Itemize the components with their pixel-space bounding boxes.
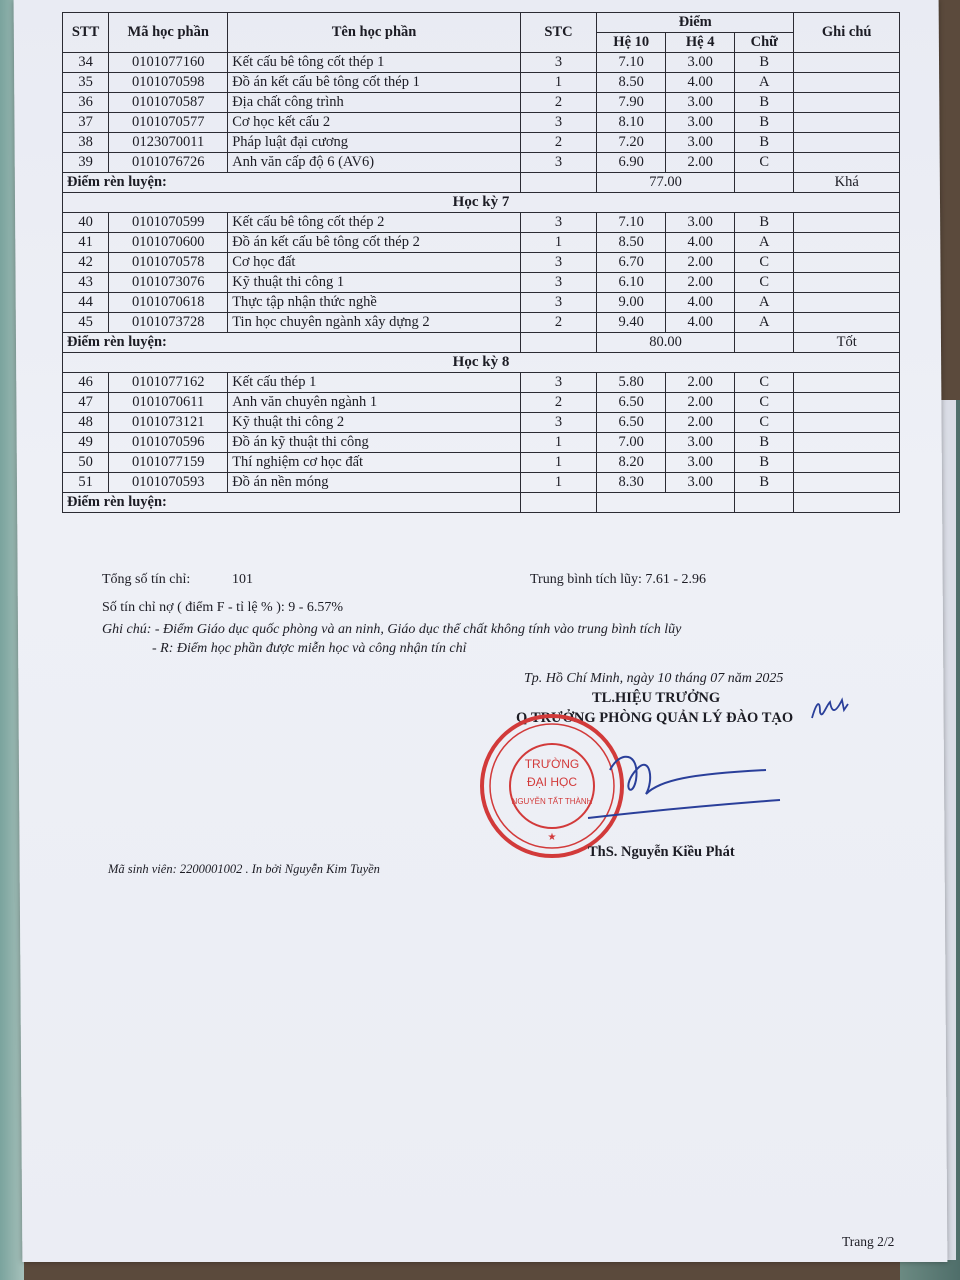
grades-table [62,12,900,513]
header-h10: Hệ 10 [597,33,666,53]
cell-stc: 3 [520,213,596,233]
table-row [63,293,900,313]
cell-name: Kết cấu bê tông cốt thép 2 [228,213,521,233]
total-credits-value: 101 [232,572,253,587]
cell-name: Đồ án kết cấu bê tông cốt thép 2 [228,233,521,253]
cell-chu: B [735,93,794,113]
cell-h4: 2.00 [666,153,735,173]
cell-code: 0101070593 [109,473,228,493]
table-row [63,253,900,273]
cell-h4: 2.00 [666,253,735,273]
cell-code: 0101073728 [109,313,228,333]
cell-h10: 8.20 [597,453,666,473]
table-row [63,373,900,393]
cell-note [794,413,900,433]
cell-stt: 45 [63,313,109,333]
cell-chu: C [735,273,794,293]
cell-stt: 47 [63,393,109,413]
cell-h10: 6.90 [597,153,666,173]
cell-stt: 38 [63,133,109,153]
table-row [63,313,900,333]
cell-name: Cơ học đất [228,253,521,273]
cell-note [794,313,900,333]
cell-note [794,113,900,133]
cell-name: Kết cấu thép 1 [228,373,521,393]
cell-code: 0101070598 [109,73,228,93]
cell-code: 0123070011 [109,133,228,153]
cell-name: Anh văn chuyên ngành 1 [228,393,521,413]
signer-name: ThS. Nguyễn Kiều Phát [588,844,735,860]
cell-stc: 3 [520,53,596,73]
cell-h4: 2.00 [666,373,735,393]
cell-code: 0101070618 [109,293,228,313]
conduct-spacer [735,493,794,513]
table-row [63,213,900,233]
cell-code: 0101070587 [109,93,228,113]
header-stc: STC [520,13,596,53]
table-row [63,53,900,73]
conduct-score: 77.00 [597,173,735,193]
cell-h4: 2.00 [666,393,735,413]
cell-h4: 3.00 [666,53,735,73]
conduct-score-row [63,333,900,353]
cell-note [794,93,900,113]
cell-stt: 46 [63,373,109,393]
cell-h4: 3.00 [666,453,735,473]
semester-7-header-title: Học kỳ 7 [63,193,900,213]
cell-h10: 8.50 [597,73,666,93]
conduct-spacer [520,173,596,193]
semester-7-header [63,193,900,213]
conduct-label: Điểm rèn luyện: [63,173,521,193]
table-row [63,473,900,493]
cell-stc: 3 [520,373,596,393]
header-note: Ghi chú [794,13,900,53]
cell-note [794,153,900,173]
cell-h4: 3.00 [666,433,735,453]
cell-name: Anh văn cấp độ 6 (AV6) [228,153,521,173]
cell-h4: 2.00 [666,273,735,293]
cell-h10: 6.70 [597,253,666,273]
cell-code: 0101070578 [109,253,228,273]
cell-code: 0101070599 [109,213,228,233]
cell-stt: 34 [63,53,109,73]
cell-h4: 4.00 [666,313,735,333]
cell-note [794,433,900,453]
cell-note [794,53,900,73]
conduct-spacer [520,333,596,353]
initial-mark [808,694,850,724]
conduct-spacer [520,493,596,513]
conduct-rank: Khá [794,173,900,193]
cell-note [794,373,900,393]
header-score: Điểm [597,13,794,33]
cell-h10: 5.80 [597,373,666,393]
cell-code: 0101070600 [109,233,228,253]
page-number: Trang 2/2 [842,1234,895,1249]
cell-stt: 49 [63,433,109,453]
cell-h10: 7.10 [597,213,666,233]
cell-code: 0101077162 [109,373,228,393]
cell-chu: C [735,413,794,433]
cell-note [794,213,900,233]
cell-name: Đồ án kỹ thuật thi công [228,433,521,453]
cell-note [794,233,900,253]
cell-stt: 40 [63,213,109,233]
cell-h10: 6.10 [597,273,666,293]
cell-h10: 8.30 [597,473,666,493]
cell-chu: A [735,73,794,93]
cell-note [794,273,900,293]
place-date: Tp. Hồ Chí Minh, ngày 10 tháng 07 năm 2025 [524,671,784,686]
cell-chu: B [735,133,794,153]
cell-chu: C [735,393,794,413]
header-code: Mã học phần [109,13,228,53]
cell-note [794,253,900,273]
cell-stt: 41 [63,233,109,253]
cell-stc: 2 [520,313,596,333]
table-row [63,453,900,473]
conduct-label: Điểm rèn luyện: [63,493,521,513]
conduct-spacer [735,173,794,193]
stamp-star-icon: ★ [547,832,557,843]
table-row [63,273,900,293]
cell-code: 0101070596 [109,433,228,453]
signature-title-2: Q.TRƯỞNG PHÒNG QUẢN LÝ ĐÀO TẠO [516,710,794,726]
cell-chu: A [735,233,794,253]
cell-note [794,293,900,313]
header-stt: STT [63,13,109,53]
cell-h10: 8.10 [597,113,666,133]
cell-h10: 9.00 [597,293,666,313]
cell-h10: 8.50 [597,233,666,253]
cell-h10: 7.20 [597,133,666,153]
conduct-score-row [63,493,900,513]
cell-stc: 3 [520,113,596,133]
gpa-summary: Trung bình tích lũy: 7.61 - 2.96 [530,572,707,587]
cell-h4: 3.00 [666,133,735,153]
cell-chu: B [735,433,794,453]
conduct-score-row [63,173,900,193]
cell-stc: 2 [520,133,596,153]
cell-code: 0101073076 [109,273,228,293]
cell-note [794,133,900,153]
credit-debt: Số tín chỉ nợ ( điểm F - tỉ lệ % ): 9 - 6.57% [102,600,344,615]
header-h4: Hệ 4 [666,33,735,53]
cell-stc: 3 [520,273,596,293]
cell-stc: 3 [520,293,596,313]
cell-stc: 3 [520,253,596,273]
cell-note [794,453,900,473]
cell-h10: 6.50 [597,393,666,413]
table-row [63,433,900,453]
cell-name: Kỹ thuật thi công 1 [228,273,521,293]
cell-stt: 37 [63,113,109,133]
cell-h10: 9.40 [597,313,666,333]
table-row [63,153,900,173]
cell-stc: 2 [520,93,596,113]
table-row [63,93,900,113]
cell-stc: 1 [520,73,596,93]
cell-h4: 3.00 [666,113,735,133]
cell-chu: C [735,153,794,173]
cell-chu: B [735,473,794,493]
grades-body [63,53,900,513]
cell-code: 0101077160 [109,53,228,73]
cell-name: Đồ án nền móng [228,473,521,493]
cell-name: Tin học chuyên ngành xây dựng 2 [228,313,521,333]
cell-code: 0101070577 [109,113,228,133]
table-row [63,413,900,433]
cell-stc: 1 [520,433,596,453]
cell-stc: 3 [520,413,596,433]
cell-chu: B [735,213,794,233]
cell-stt: 48 [63,413,109,433]
cell-chu: B [735,53,794,73]
cell-stt: 50 [63,453,109,473]
cell-stt: 51 [63,473,109,493]
cell-h4: 4.00 [666,233,735,253]
cell-h10: 7.00 [597,433,666,453]
stamp-line-1: TRƯỜNG [524,757,580,771]
cell-code: 0101073121 [109,413,228,433]
table-row [63,233,900,253]
stamp-line-2: ĐẠI HỌC [526,775,578,789]
cell-stt: 39 [63,153,109,173]
conduct-label: Điểm rèn luyện: [63,333,521,353]
stamp-line-3: NGUYỄN TẤT THÀNH [511,797,593,806]
cell-stt: 44 [63,293,109,313]
cell-chu: A [735,313,794,333]
cell-h4: 3.00 [666,213,735,233]
cell-stc: 3 [520,153,596,173]
cell-h4: 3.00 [666,473,735,493]
cell-stc: 1 [520,233,596,253]
cell-code: 0101070611 [109,393,228,413]
cell-h10: 6.50 [597,413,666,433]
cell-h4: 4.00 [666,73,735,93]
cell-name: Kết cấu bê tông cốt thép 1 [228,53,521,73]
cell-name: Kỹ thuật thi công 2 [228,413,521,433]
cell-stc: 2 [520,393,596,413]
cell-name: Cơ học kết cấu 2 [228,113,521,133]
semester-8-header-title: Học kỳ 8 [63,353,900,373]
cell-name: Thực tập nhận thức nghề [228,293,521,313]
header-name: Tên học phần [228,13,521,53]
conduct-rank [794,493,900,513]
cell-chu: C [735,373,794,393]
table-row [63,133,900,153]
cell-h4: 4.00 [666,293,735,313]
table-row [63,393,900,413]
note-line-2: - R: Điểm học phần được miễn học và công nhận tín chỉ [152,641,467,656]
student-info: Mã sinh viên: 2200001002 . In bởi Nguyễn Kim Tuyền [108,862,380,876]
cell-h10: 7.10 [597,53,666,73]
cell-stt: 43 [63,273,109,293]
cell-stc: 1 [520,473,596,493]
cell-stt: 36 [63,93,109,113]
cell-note [794,393,900,413]
cell-h4: 2.00 [666,413,735,433]
cell-chu: A [735,293,794,313]
cell-chu: B [735,453,794,473]
table-row [63,113,900,133]
cell-chu: C [735,253,794,273]
cell-code: 0101077159 [109,453,228,473]
cell-note [794,73,900,93]
handwritten-signature [580,740,790,840]
header-chu: Chữ [735,33,794,53]
cell-stt: 42 [63,253,109,273]
cell-name: Thí nghiệm cơ học đất [228,453,521,473]
cell-name: Pháp luật đại cương [228,133,521,153]
cell-code: 0101076726 [109,153,228,173]
conduct-spacer [735,333,794,353]
cell-name: Địa chất công trình [228,93,521,113]
cell-name: Đồ án kết cấu bê tông cốt thép 1 [228,73,521,93]
note-line-1: Ghi chú: - Điểm Giáo dục quốc phòng và an ninh, Giáo dục thể chất không tính vào trung bình tích lũy [102,622,682,637]
cell-note [794,473,900,493]
semester-8-header [63,353,900,373]
table-row [63,73,900,93]
conduct-score: 80.00 [597,333,735,353]
signature-title-1: TL.HIỆU TRƯỞNG [592,690,721,706]
conduct-rank: Tốt [794,333,900,353]
cell-stc: 1 [520,453,596,473]
cell-chu: B [735,113,794,133]
cell-h10: 7.90 [597,93,666,113]
cell-stt: 35 [63,73,109,93]
total-credits-label: Tổng số tín chỉ: [102,572,191,587]
conduct-score [597,493,735,513]
cell-h4: 3.00 [666,93,735,113]
